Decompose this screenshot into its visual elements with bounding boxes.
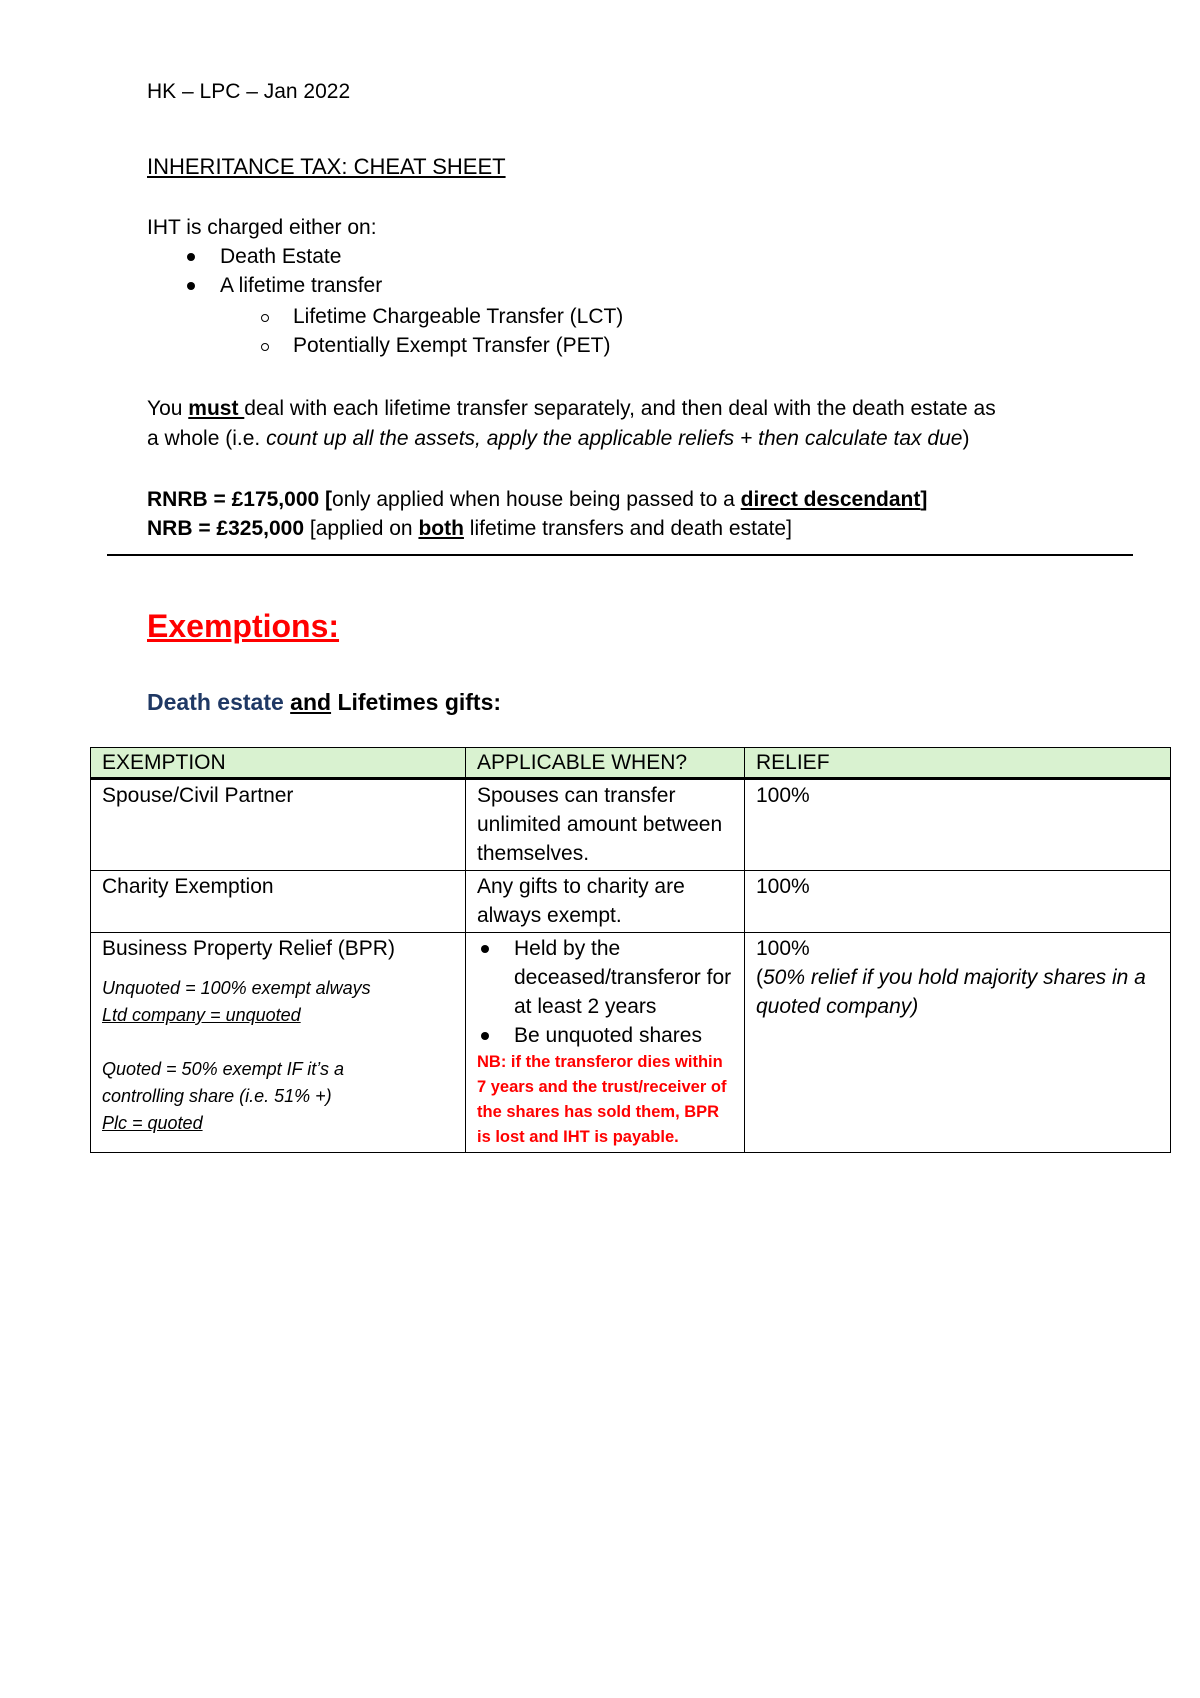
bpr-note-plc: Plc = quoted xyxy=(102,1113,203,1133)
table-row xyxy=(91,779,1171,871)
cell-applicable-when: Spouses can transfer unlimited amount between themselves. xyxy=(466,779,745,871)
list-item: Held by the deceased/transferor for at least 2 years xyxy=(477,934,733,1021)
bpr-conditions-list xyxy=(477,934,733,1050)
exemptions-table xyxy=(90,747,1171,1153)
list-item: A lifetime transfer xyxy=(220,271,382,300)
table-header-row xyxy=(91,748,1171,779)
bullet-icon xyxy=(481,945,489,953)
cell-exemption xyxy=(91,933,466,1153)
bullet-icon xyxy=(187,282,195,290)
list-item: Be unquoted shares xyxy=(477,1021,733,1050)
table-row xyxy=(91,871,1171,933)
column-header-exemption: EXEMPTION xyxy=(91,748,466,779)
bpr-note-ltd: Ltd company = unquoted xyxy=(102,1005,301,1025)
exemptions-heading: Exemptions: xyxy=(147,608,340,644)
cell-applicable-when xyxy=(466,933,745,1153)
transfer-type-sub-list xyxy=(293,302,623,360)
bullet-icon xyxy=(187,253,195,261)
column-header-applicable-when: APPLICABLE WHEN? xyxy=(466,748,745,779)
intro-charged-on: IHT is charged either on: xyxy=(147,216,377,239)
cell-exemption: Spouse/Civil Partner xyxy=(91,779,466,871)
bpr-nb-warning: NB: if the transferor dies within 7 years and the trust/receiver of the shares has sold them, BPR is lost and IHT is payable. xyxy=(477,1053,727,1146)
cell-relief: 100% xyxy=(745,779,1171,871)
bullet-icon xyxy=(481,1032,489,1040)
document-meta: HK – LPC – Jan 2022 xyxy=(147,80,351,103)
charge-bullet-list xyxy=(220,242,382,300)
table-row xyxy=(91,933,1171,1153)
list-item: Death Estate xyxy=(220,242,382,271)
bpr-note-unquoted: Unquoted = 100% exempt always xyxy=(102,978,371,998)
column-header-relief: RELIEF xyxy=(745,748,1171,779)
cell-applicable-when: Any gifts to charity are always exempt. xyxy=(466,871,745,933)
hollow-bullet-icon xyxy=(261,343,269,351)
rnrb-line: RNRB = £175,000 [only applied when house being passed to a direct descendant] xyxy=(147,488,928,511)
list-item: Potentially Exempt Transfer (PET) xyxy=(293,331,623,360)
hollow-bullet-icon xyxy=(261,314,269,322)
bpr-note-controlling: controlling share (i.e. 51% +) xyxy=(102,1086,332,1106)
bpr-title: Business Property Relief (BPR) xyxy=(102,937,395,960)
list-item: Lifetime Chargeable Transfer (LCT) xyxy=(293,302,623,331)
intro-paragraph-line-1: You must deal with each lifetime transfer separately, and then deal with the death estate as xyxy=(147,397,996,420)
section-divider xyxy=(107,554,1133,556)
bpr-note-quoted: Quoted = 50% exempt IF it’s a xyxy=(102,1059,344,1079)
bpr-relief-value: 100% xyxy=(756,937,810,960)
document-title: INHERITANCE TAX: CHEAT SHEET xyxy=(147,154,506,179)
cell-relief: 100% xyxy=(745,871,1171,933)
intro-paragraph-line-2: a whole (i.e. count up all the assets, apply the applicable reliefs + then calculate tax due) xyxy=(147,427,970,450)
cell-relief xyxy=(745,933,1171,1153)
nrb-line: NRB = £325,000 [applied on both lifetime transfers and death estate] xyxy=(147,517,792,540)
bpr-relief-note: (50% relief if you hold majority shares in a quoted company) xyxy=(756,966,1146,1018)
exemptions-subheading: Death estate and Lifetimes gifts: xyxy=(147,689,502,715)
cell-exemption: Charity Exemption xyxy=(91,871,466,933)
